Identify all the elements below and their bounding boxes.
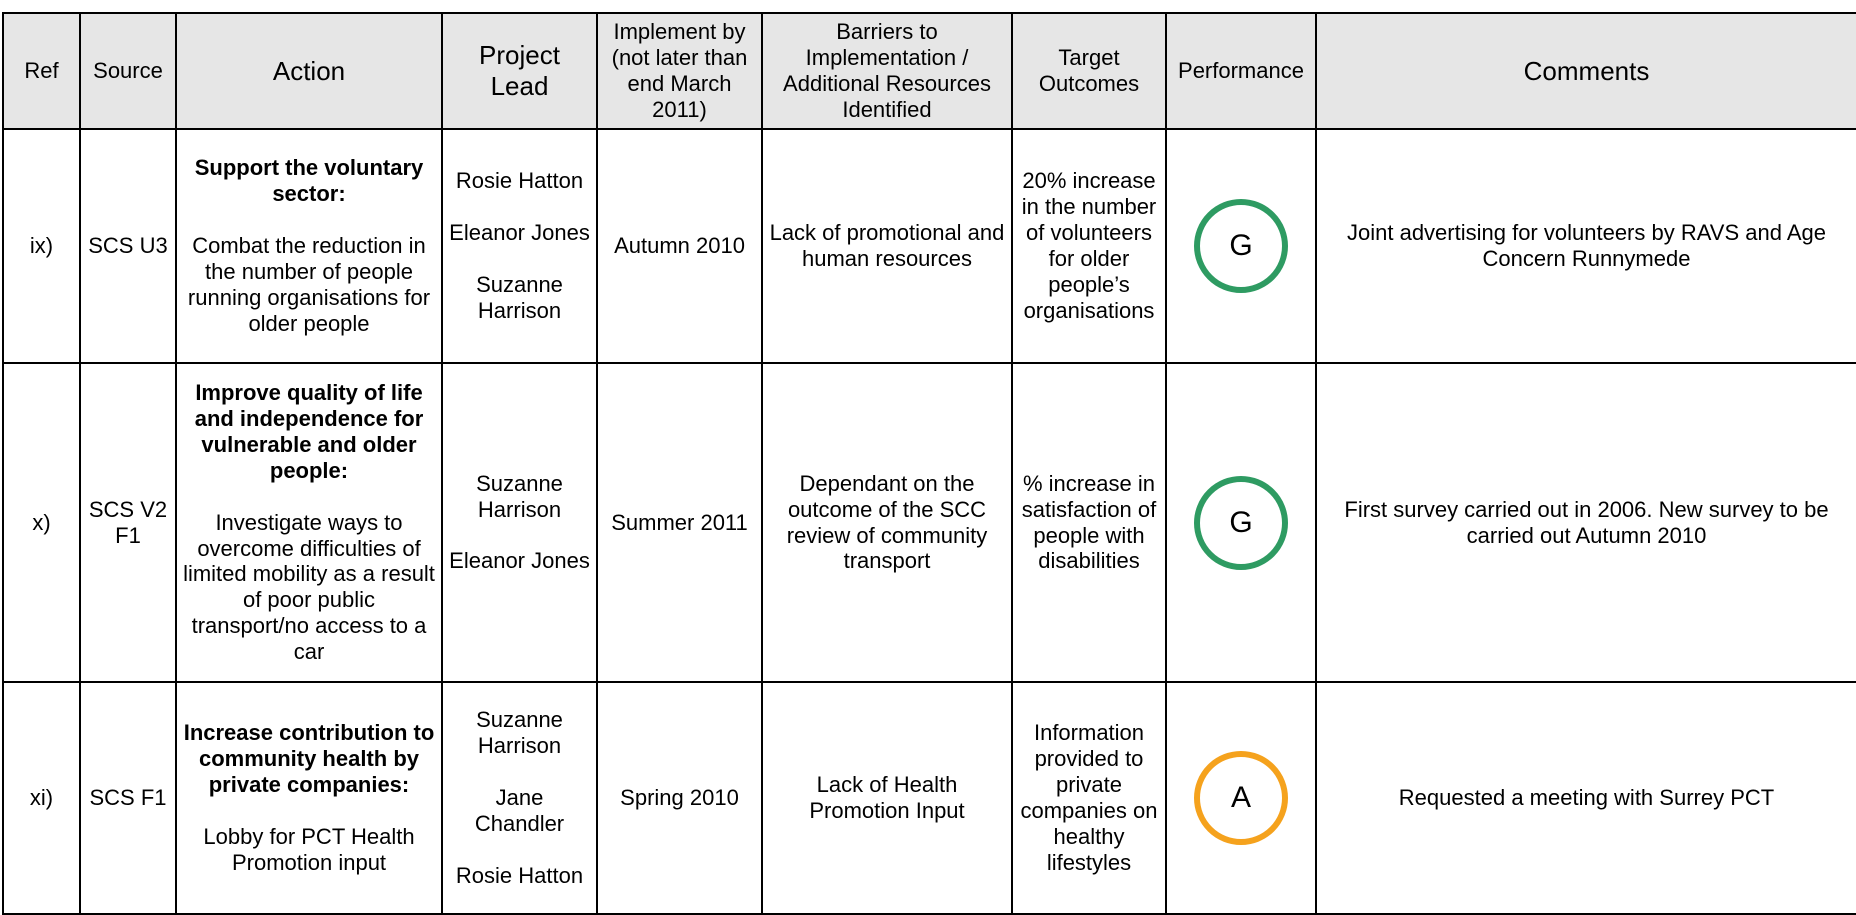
performance-cell [1166, 363, 1316, 682]
header-target-outcomes: Target Outcomes [1012, 13, 1166, 129]
header-source: Source [80, 13, 176, 129]
source-cell: SCS F1 [80, 682, 176, 914]
implement-by-cell: Spring 2010 [597, 682, 762, 914]
action-description: Combat the reduction in the number of people running organisations for older people [187, 233, 431, 336]
barriers-cell: Lack of Health Promotion Input [762, 682, 1012, 914]
ref-cell: xi) [3, 682, 80, 914]
action-plan-table [2, 12, 1856, 915]
table-row [3, 682, 1856, 914]
header-project-lead: Project Lead [442, 13, 597, 129]
action-title: Increase contribution to community health by private companies: [183, 720, 435, 798]
barriers-cell: Dependant on the outcome of the SCC review of community transport [762, 363, 1012, 682]
barriers-cell: Lack of promotional and human resources [762, 129, 1012, 363]
header-performance: Performance [1166, 13, 1316, 129]
project-lead-cell [442, 682, 597, 914]
project-lead-name: Rosie Hatton [455, 168, 584, 194]
project-lead-name: Suzanne Harrison [476, 707, 563, 759]
action-cell [176, 363, 442, 682]
project-lead-cell [442, 129, 597, 363]
target-outcomes-cell: % increase in satisfaction of people with disabilities [1012, 363, 1166, 682]
action-cell [176, 129, 442, 363]
rag-status-circle: G [1194, 476, 1288, 570]
action-title: Improve quality of life and independence for vulnerable and older people: [194, 379, 424, 483]
comments-cell: Joint advertising for volunteers by RAVS and Age Concern Runnymede [1316, 129, 1856, 363]
target-outcomes-cell: 20% increase in the number of volunteers for older people’s organisations [1012, 129, 1166, 363]
rag-status-circle: G [1194, 199, 1288, 293]
table-row [3, 129, 1856, 363]
comments-cell: First survey carried out in 2006. New survey to be carried out Autumn 2010 [1316, 363, 1856, 682]
performance-cell [1166, 682, 1316, 914]
header-comments: Comments [1316, 13, 1856, 129]
header-implement-by: Implement by (not later than end March 2011) [597, 13, 762, 129]
performance-cell [1166, 129, 1316, 363]
implement-by-cell: Autumn 2010 [597, 129, 762, 363]
project-lead-name: Suzanne Harrison [476, 272, 563, 323]
header-action: Action [176, 13, 442, 129]
header-row [3, 13, 1856, 129]
project-lead-name: Rosie Hatton [455, 862, 584, 888]
project-lead-name: Eleanor Jones [449, 220, 590, 246]
action-description: Investigate ways to overcome difficulties of limited mobility as a result of poor public transport/no access to a car [183, 509, 435, 665]
project-lead-name: Jane Chandler [474, 785, 565, 836]
action-description: Lobby for PCT Health Promotion input [203, 823, 415, 875]
implement-by-cell: Summer 2011 [597, 363, 762, 682]
rag-status-circle: A [1194, 751, 1288, 845]
source-cell: SCS U3 [80, 129, 176, 363]
source-cell: SCS V2 F1 [80, 363, 176, 682]
project-lead-name: Suzanne Harrison [476, 470, 563, 522]
action-title: Support the voluntary sector: [194, 155, 424, 207]
ref-cell: x) [3, 363, 80, 682]
header-barriers: Barriers to Implementation / Additional Resources Identified [762, 13, 1012, 129]
action-cell [176, 682, 442, 914]
comments-cell: Requested a meeting with Surrey PCT [1316, 682, 1856, 914]
project-lead-cell [442, 363, 597, 682]
project-lead-name: Eleanor Jones [449, 548, 590, 574]
table-row [3, 363, 1856, 682]
ref-cell: ix) [3, 129, 80, 363]
header-ref: Ref [3, 13, 80, 129]
target-outcomes-cell: Information provided to private companies on healthy lifestyles [1012, 682, 1166, 914]
